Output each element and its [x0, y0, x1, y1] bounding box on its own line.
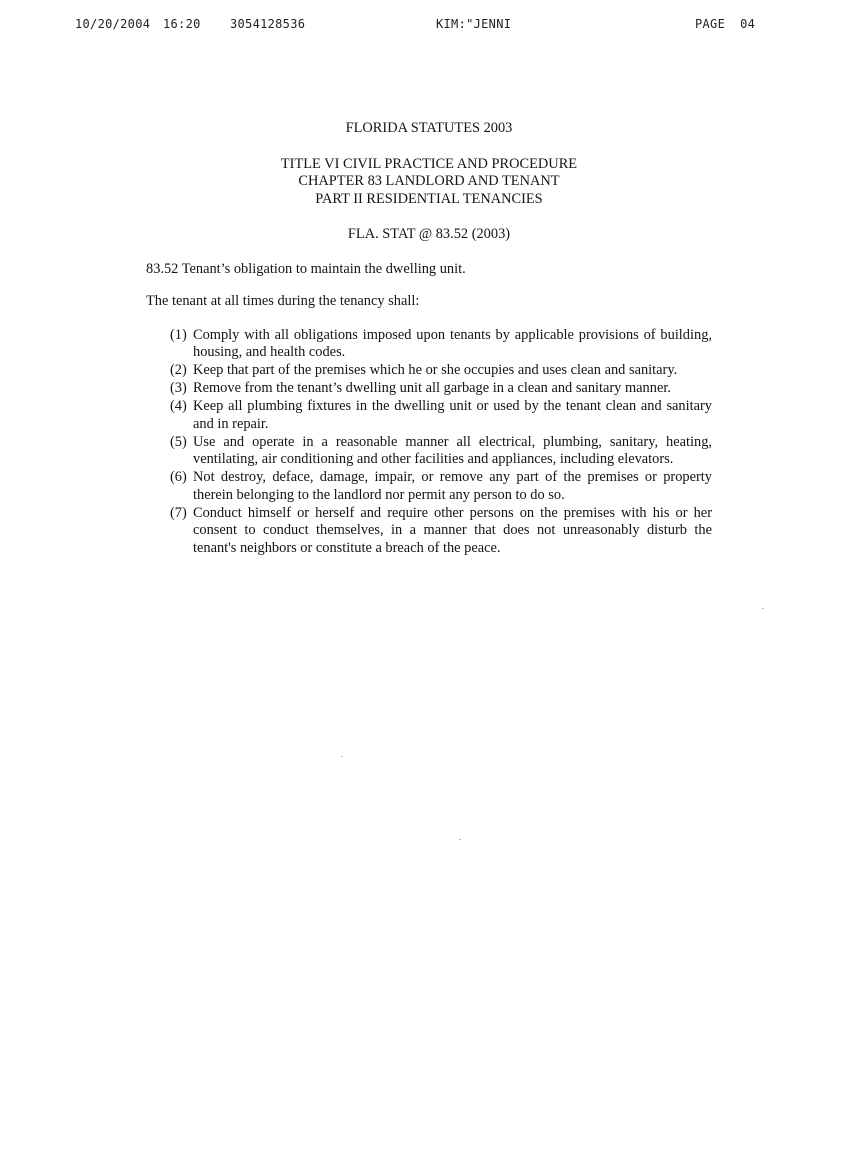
list-item-text: Not destroy, deface, damage, impair, or remove any part of the premises or property therein belonging to the landlord nor permit any person to do so.: [193, 469, 712, 503]
statute-part-line: PART II RESIDENTIAL TENANCIES: [315, 190, 543, 207]
scan-speck: [762, 608, 764, 609]
list-item-number: (3): [170, 380, 187, 396]
section-intro: The tenant at all times during the tenancy shall:: [146, 293, 420, 309]
list-item: [170, 380, 712, 398]
fax-date: 10/20/2004: [75, 17, 151, 31]
list-item: [170, 398, 712, 433]
section-heading: 83.52 Tenant’s obligation to maintain the dwelling unit.: [146, 260, 466, 277]
list-item-number: (5): [170, 433, 187, 450]
obligations-list: [146, 327, 712, 558]
list-item-number: (2): [170, 362, 187, 378]
scan-speck: [341, 756, 343, 757]
document-body: [146, 120, 712, 558]
list-item-number: (7): [170, 504, 187, 521]
list-item: [170, 505, 712, 558]
scan-speck: [459, 839, 461, 840]
fax-header: [0, 17, 842, 37]
list-item-number: (6): [170, 469, 187, 485]
list-item-text: Keep all plumbing fixtures in the dwelling unit or used by the tenant clean and sanitary and in repair.: [193, 398, 712, 432]
statute-title-block: [146, 156, 712, 209]
list-item-text: Use and operate in a reasonable manner all electrical, plumbing, sanitary, heating, ventilating, air conditioning and other facilities and appliances, including elevators.: [193, 433, 712, 467]
document-title: FLORIDA STATUTES 2003: [345, 120, 513, 136]
fax-sender-name: KIM:"JENNI: [436, 17, 512, 31]
fax-time: 16:20: [163, 17, 201, 31]
list-item-number: (1): [170, 326, 187, 343]
fax-phone-number: 3054128536: [230, 17, 306, 31]
statute-citation: FLA. STAT @ 83.52 (2003): [347, 226, 511, 242]
fax-page-number: PAGE 04: [695, 17, 756, 31]
statute-chapter-line: CHAPTER 83 LANDLORD AND TENANT: [298, 173, 560, 189]
list-item-text: Remove from the tenant’s dwelling unit all garbage in a clean and sanitary manner.: [193, 380, 671, 396]
list-item-text: Conduct himself or herself and require other persons on the premises with his or her consent to conduct themselves, in a manner that does not unreasonably disturb the tenant's neighbors or constitute a breach of the peace.: [193, 504, 712, 556]
list-item: [170, 434, 712, 469]
statute-title-line: TITLE VI CIVIL PRACTICE AND PROCEDURE: [280, 155, 578, 172]
list-item-text: Keep that part of the premises which he or she occupies and uses clean and sanitary.: [193, 362, 678, 378]
list-item-number: (4): [170, 398, 187, 414]
list-item: [170, 362, 712, 380]
list-item-text: Comply with all obligations imposed upon tenants by applicable provisions of building, housing, and health codes.: [193, 326, 712, 360]
list-item: [170, 327, 712, 362]
list-item: [170, 469, 712, 504]
